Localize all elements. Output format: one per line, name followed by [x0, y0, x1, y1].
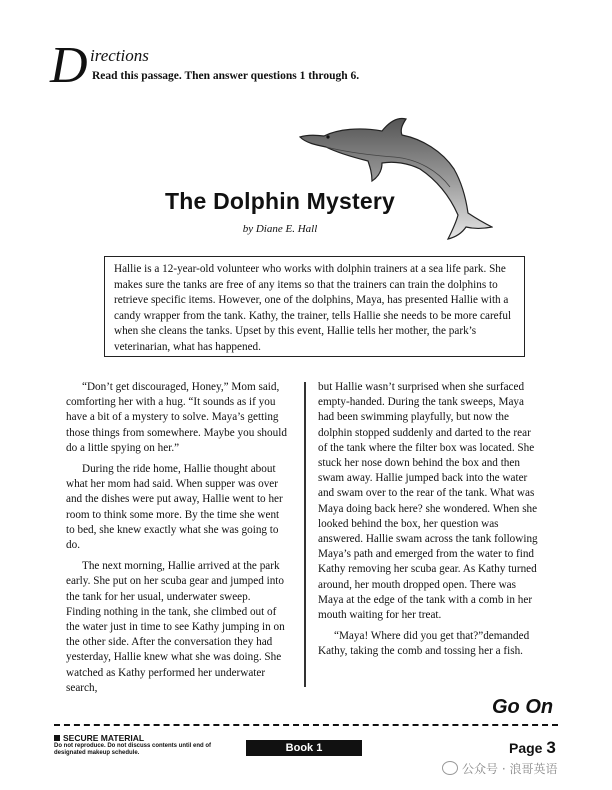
page-number-value: 3: [546, 738, 556, 757]
paragraph: but Hallie wasn’t surprised when she surfaced empty-handed. During the tank sweeps, Maya had been swimming playfully, but now the dolphin stopped suddenly and darted to the rear of the tank where the filter box was located. She stuck her nose down behind the box and then swam away. Hallie jumped back into the water and swam over to the rear of the tank. What was Maya doing back here? she wondered. When she looked behind the box, her question was answered. Hallie swam across the tank following Maya’s path and emerged from the water to find Kathy removing her scuba gear. As Kathy turned around, her mouth dropped open. There was Maya at the edge of the tank with a comb in her mouth waiting for her treat.: [318, 381, 538, 622]
watermark: [442, 760, 557, 777]
page-number: [509, 738, 556, 758]
book-badge: Book 1: [246, 740, 362, 756]
left-column: [66, 380, 288, 702]
secure-material-text: SECURE MATERIAL: [63, 733, 145, 743]
story-title: The Dolphin Mystery: [165, 188, 395, 214]
paragraph: “Maya! Where did you get that?”demanded Kathy, taking the comb and tossing her a fish.: [318, 630, 530, 658]
column-divider: [304, 382, 306, 687]
paragraph: The next morning, Hallie arrived at the park early. She put on her scuba gear and jumped into the tank for her usual, underwater sweep. Finding nothing in the tank, she climbed out of the water just in time to see Kathy jumping in on the other side. After the conversation they had yesterday, Hallie knew what she was doing. She watched as Kathy performed her underwater search,: [66, 560, 285, 694]
watermark-text: 公众号 · 浪哥英语: [462, 762, 558, 776]
story-byline: by Diane E. Hall: [242, 223, 318, 235]
directions-drop-cap: D: [50, 37, 88, 94]
dolphin-illustration: [298, 115, 493, 240]
right-column: [318, 380, 540, 666]
go-on-label: Go On: [492, 696, 554, 718]
secure-material-note: Do not reproduce. Do not discuss contents until end of designated makeup schedule.: [54, 743, 212, 756]
secure-material-label: [54, 733, 144, 743]
page-label: Page: [509, 740, 543, 756]
intro-box: Hallie is a 12-year-old volunteer who works with dolphin trainers at a sea life park. She makes sure the tanks are free of any items so that the trainers can train the dolphins to retrieve specific items. However, one of the dolphins, Maya, has presented Hallie with a candy wrapper from the tank. Kathy, the trainer, tells Hallie she needs to be more careful when she cleans the tanks. Upset by this event, Hallie tells her mother, the park’s veterinarian, what has happened.: [104, 256, 525, 357]
paragraph: “Don’t get discouraged, Honey,” Mom said, comforting her with a hug. “It sounds as if you have a bit of a mystery to solve. Maya’s getting those things from somewhere. Maybe you should do a little spying on her.”: [66, 381, 287, 454]
footer-dashed-divider: [54, 724, 558, 726]
paragraph: During the ride home, Hallie thought about what her mom had said. When supper was over and the dishes were put away, Hallie went to her room to think some more. By the time she went to bed, she knew exactly what she was going to do.: [66, 463, 283, 552]
square-icon: [54, 735, 60, 741]
directions-instruction: Read this passage. Then answer questions 1 through 6.: [92, 70, 360, 82]
wechat-icon: [442, 761, 458, 775]
directions-heading: irections: [90, 46, 149, 65]
